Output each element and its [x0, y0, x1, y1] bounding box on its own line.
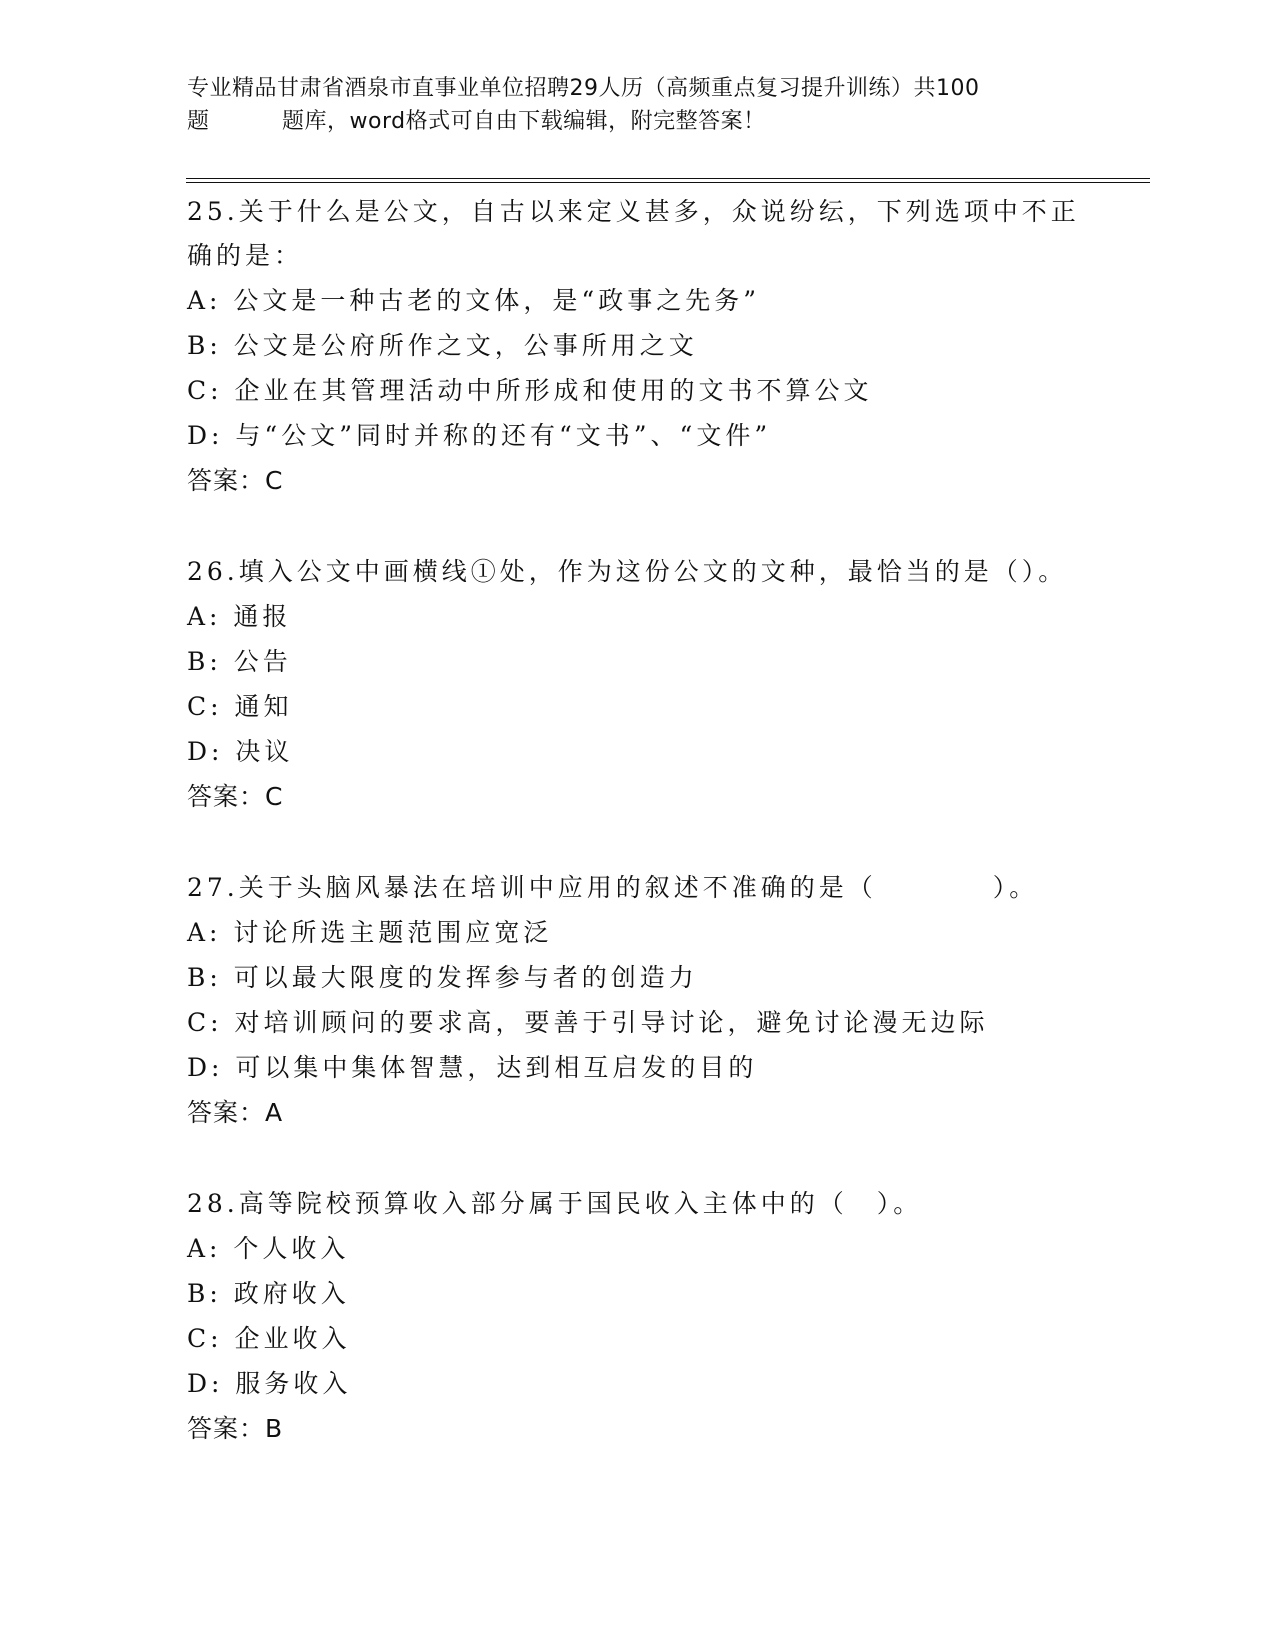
question-26	[187, 550, 1087, 820]
option-c: C: 对培训顾问的要求高，要善于引导讨论，避免讨论漫无边际	[187, 1008, 989, 1037]
option-b: B: 公告	[187, 647, 292, 676]
question-stem	[187, 190, 1087, 278]
option-c: C: 通知	[187, 692, 293, 721]
spacer	[187, 820, 1087, 864]
question-stem-line1: 26.填入公文中画横线①处，作为这份公文的文种，最恰当的是（）。	[187, 557, 1068, 586]
option-c: C: 企业在其管理活动中所形成和使用的文书不算公文	[187, 376, 873, 405]
header-title-line2-right: 题库，word格式可自由下载编辑，附完整答案！	[282, 109, 766, 134]
option-a: A: 个人收入	[187, 1234, 350, 1263]
option-c: C: 企业收入	[187, 1324, 351, 1353]
option-d: D: 服务收入	[187, 1369, 352, 1398]
answer-line: 答案：C	[187, 782, 284, 811]
question-stem-line2: 确的是：	[187, 241, 304, 270]
option-b: B: 可以最大限度的发挥参与者的创造力	[187, 963, 698, 992]
question-stem-line1: 28.高等院校预算收入部分属于国民收入主体中的（ ）。	[187, 1189, 923, 1218]
option-d: D: 与“公文”同时并称的还有“文书”、“文件”	[187, 421, 772, 450]
answer-line: 答案：C	[187, 466, 284, 495]
spacer	[187, 1136, 1087, 1180]
question-stem	[187, 1182, 1087, 1226]
answer-line: 答案：A	[187, 1098, 284, 1127]
option-d: D: 决议	[187, 737, 294, 766]
question-27	[187, 866, 1087, 1136]
header-divider-top	[186, 178, 1150, 179]
option-a: A: 公文是一种古老的文体，是“政事之先务”	[187, 286, 760, 315]
option-b: B: 公文是公府所作之文，公事所用之文	[187, 331, 698, 360]
question-stem-line1: 25.关于什么是公文，自古以来定义甚多，众说纷纭，下列选项中不正	[187, 197, 1080, 226]
header-title-line2	[187, 105, 1087, 138]
question-stem-line1: 27.关于头脑风暴法在培训中应用的叙述不准确的是（ ）。	[187, 873, 1039, 902]
question-25	[187, 190, 1087, 504]
option-d: D: 可以集中集体智慧，达到相互启发的目的	[187, 1053, 758, 1082]
header-divider-bottom	[186, 182, 1150, 183]
option-b: B: 政府收入	[187, 1279, 350, 1308]
header-title-line2-left: 题	[187, 109, 210, 134]
header-title-line1: 专业精品甘肃省酒泉市直事业单位招聘29人历（高频重点复习提升训练）共100	[187, 76, 980, 101]
option-a: A: 讨论所选主题范围应宽泛	[187, 918, 553, 947]
spacer	[187, 504, 1087, 548]
document-header	[187, 72, 1087, 138]
answer-line: 答案：B	[187, 1414, 284, 1443]
question-list	[187, 188, 1087, 1452]
question-stem	[187, 550, 1087, 594]
option-a: A: 通报	[187, 602, 292, 631]
question-stem	[187, 866, 1087, 910]
question-28	[187, 1182, 1087, 1452]
